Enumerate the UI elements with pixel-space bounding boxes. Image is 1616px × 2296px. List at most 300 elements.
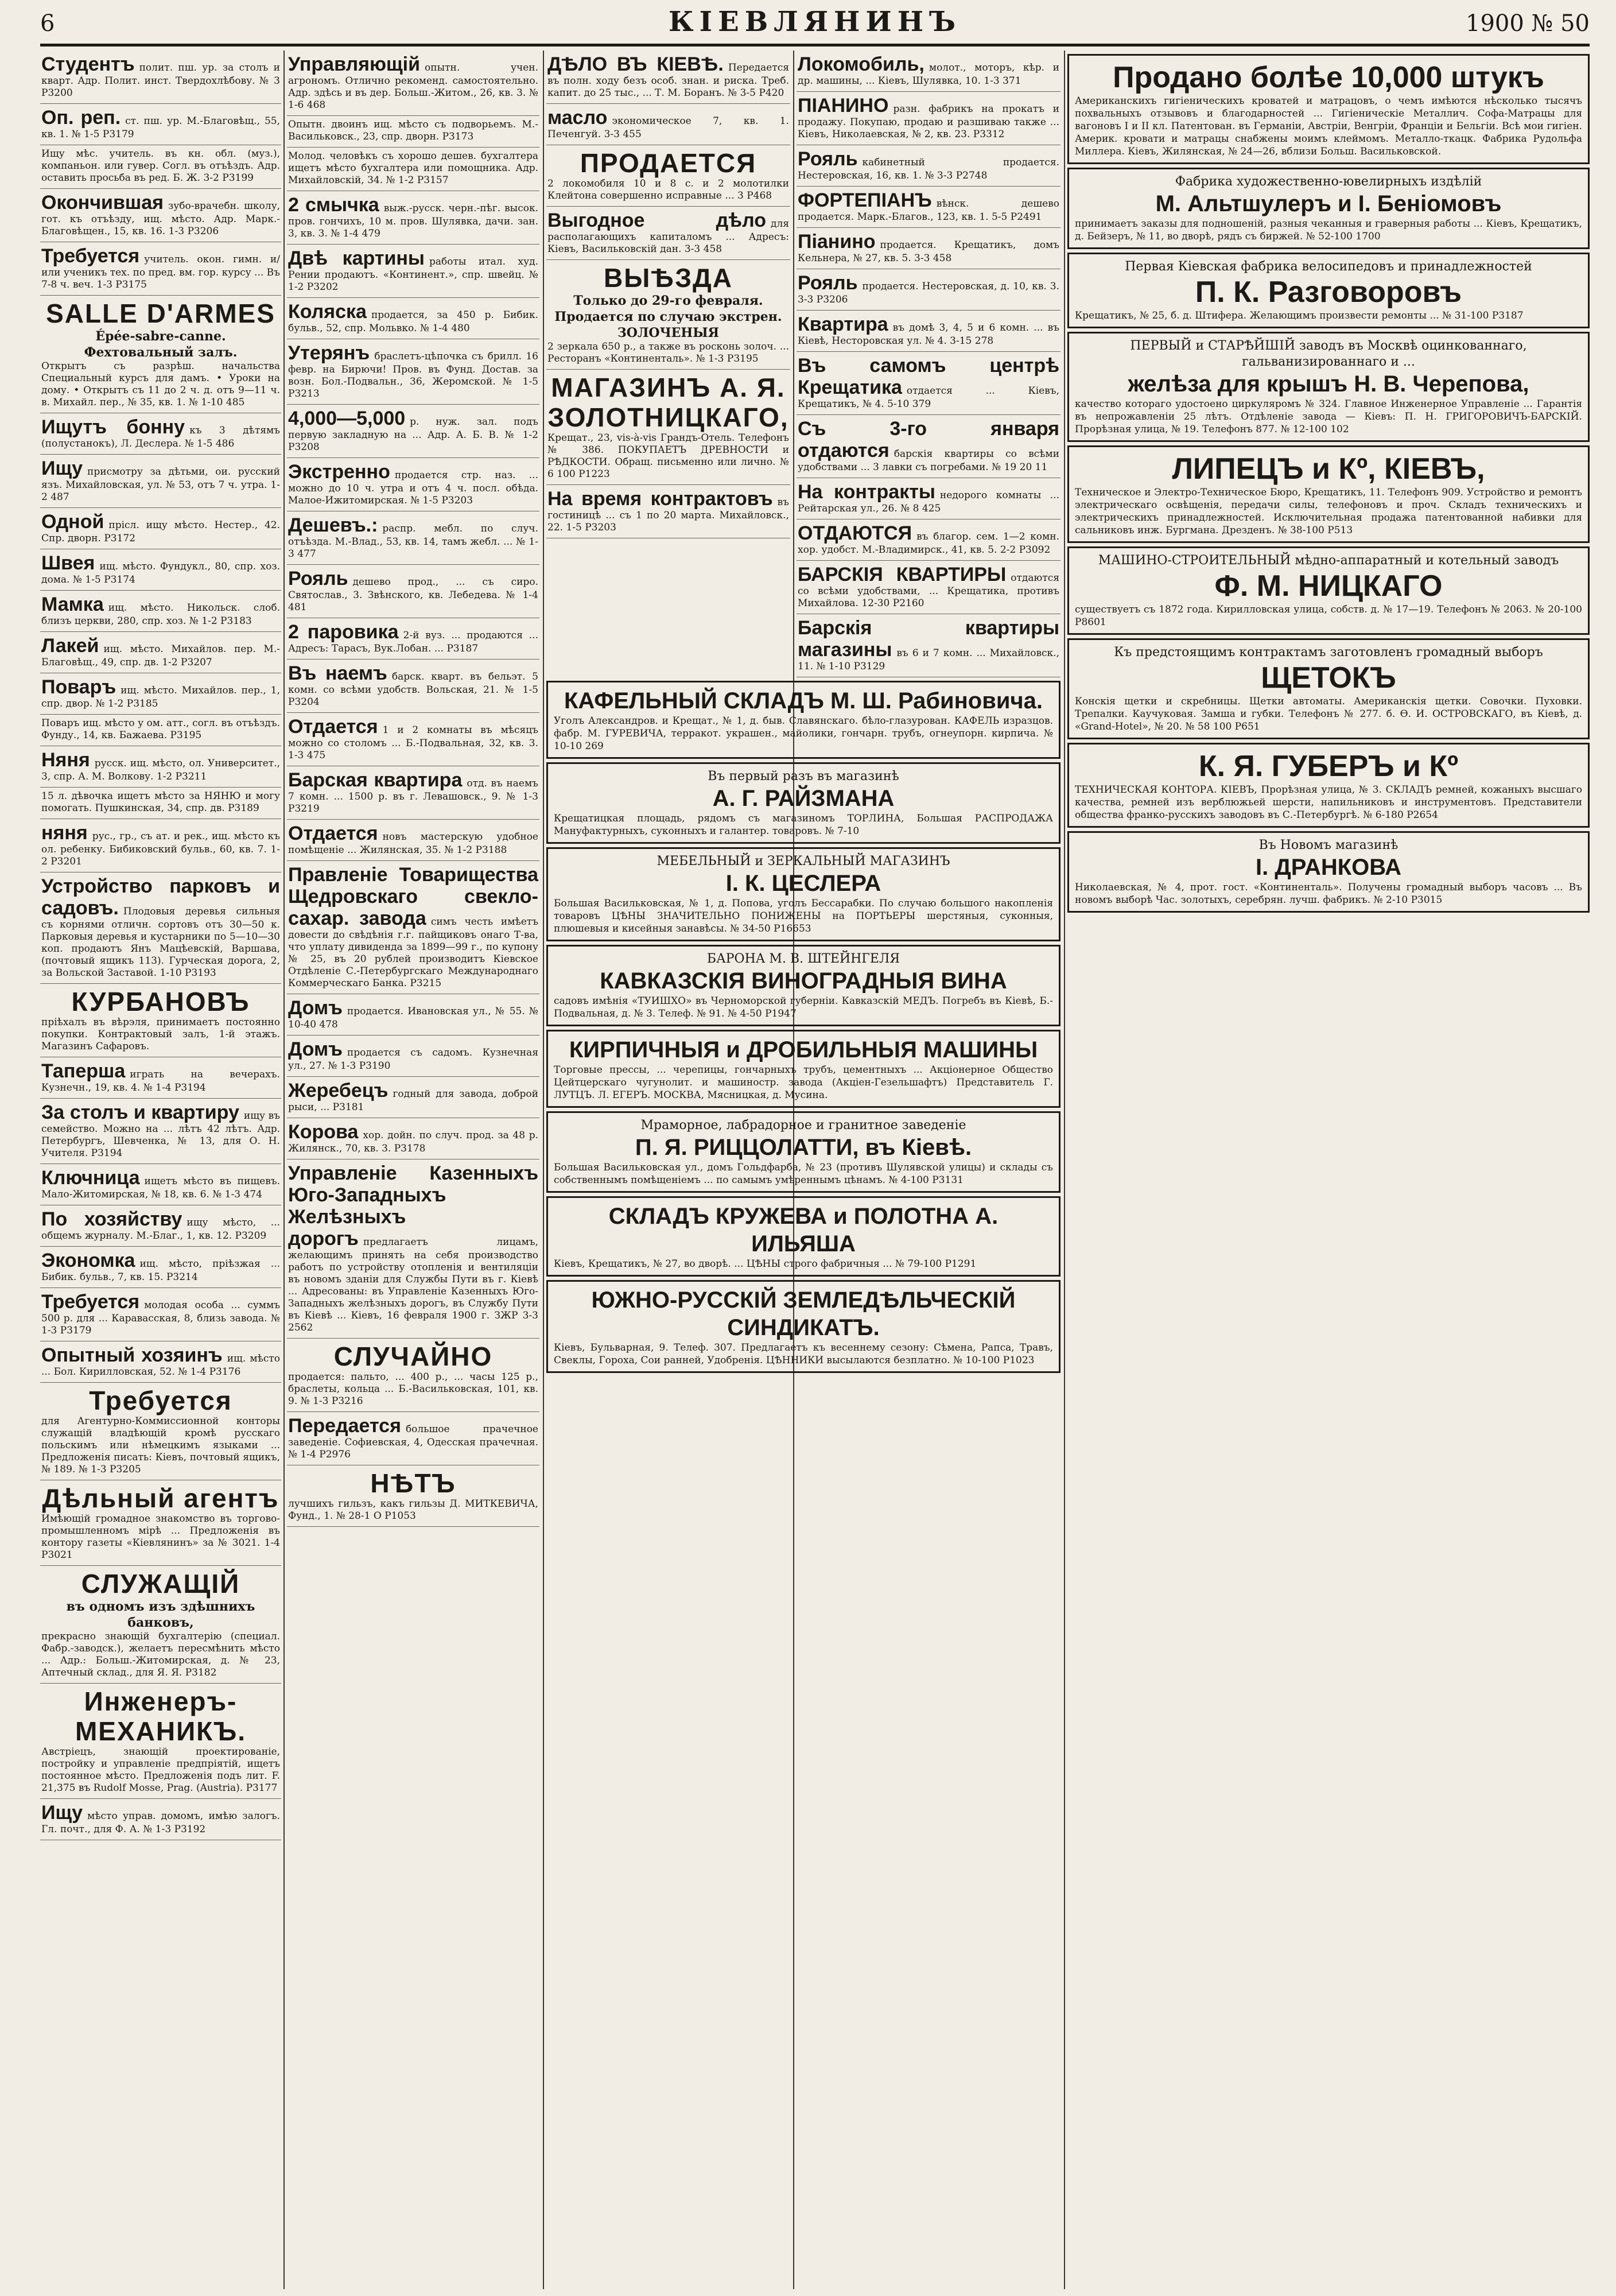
ad-pretitle: ПЕРВЫЙ и СТАРѢЙШІЙ заводъ въ Москвѣ оцинкованнаго, гальванизированнаго и ... (1130, 339, 1527, 369)
ad-text: годный для завода, доброй рыси, ... Р3181 (288, 1088, 538, 1113)
ad-body: ТЕХНИЧЕСКАЯ КОНТОРА. КІЕВЪ, Прорѣзная улица, № 3. СКЛАДЪ ремней, кожаныхъ высшаго качества, ремней изъ верблюжьей шерсти, напильниковъ и инструментовъ. Представители общества франко-русскихъ заводовъ въ С.-Петербургѣ. № 6-180 Р2654 (1075, 784, 1582, 821)
ad-text: ищ. мѣсто. Фундукл., 80, спр. хоз. дома. № 1-5 Р3174 (41, 561, 280, 585)
ad-text: разн. фабрикъ на прокатъ и продажу. Покупаю, продаю и разшиваю также ... Кіевъ, Николаевская, № 2, кв. 23. Р3312 (798, 103, 1059, 140)
classified-ad (287, 766, 539, 820)
ad-title: КИРПИЧНЫЯ и ДРОБИЛЬНЫЯ МАШИНЫ (569, 1037, 1038, 1062)
ad-text: въ домѣ 3, 4, 5 и 6 комн. ... въ Кіевѣ, Несторовская ул. № 4. 3-15 278 (798, 322, 1059, 347)
ad-text: выж.-русск. черн.-пѣг. высок. пров. гончихъ, 10 м. пров. Шулявка, дачи. зан. 3, кв. 3. № 1-4 479 (288, 203, 538, 239)
ad-text: къ 3 дѣтямъ (полустанокъ), Л. Деслера. № 1-5 486 (41, 425, 280, 449)
ad-heading: Коляска (288, 301, 367, 323)
ad-heading: СЛУЖАЩІЙ (81, 1569, 240, 1599)
classified-ad (287, 1077, 539, 1118)
display-ad (1067, 638, 1590, 739)
ad-title: желѣза для крышъ Н. В. Черепова, (1128, 371, 1529, 397)
classified-ad (40, 984, 281, 1057)
ad-text: р. нуж. зал. подъ первую закладную на ... Адр. А. Б. В. № 1-2 Р3208 (288, 416, 538, 453)
ad-text: Австріецъ, знающій проектированіе, постройку и управленіе предпріятій, ищетъ постоянное мѣсто. Предложенія подъ лит. F. 21,375 въ Rudolf Mosse, Prag. (Austria). Р3177 (41, 1746, 280, 1794)
classified-ad (287, 1339, 539, 1412)
classified-ad (40, 413, 281, 455)
classified-ad (797, 614, 1060, 677)
ad-heading: БАРСКІЯ КВАРТИРЫ (798, 564, 1007, 585)
ad-text: дешево прод., ... съ сиро. Святослав., 3. Звѣнского, кв. Лебедева. № 1-4 481 (288, 576, 538, 613)
ad-heading: Экстренно (288, 461, 390, 483)
ad-text: распр. мебл. по случ. отъѣзда. М.-Влад., 53, кв. 14, тамъ жебл. ... № 1-3 477 (288, 523, 538, 560)
classified-ad (797, 51, 1060, 92)
ad-text: продается. Ивановская ул., № 55. № 10-40 478 (288, 1006, 538, 1030)
ad-pretitle: БАРОНА М. В. ШТЕЙНГЕЛЯ (706, 952, 900, 966)
ad-text: симъ честь имѣетъ довести до свѣдѣнія г.г. пайщиковъ онаго Т-ва, что уплату дивиденда за 1899—99 г., по купону № 25, въ 20 рублей производитъ Кіевское Отдѣленіе С.-Петербургскаго Международнаго Коммерческаго Банка. Р3215 (288, 916, 539, 989)
ad-text: 2 локомобиля 10 и 8 с. и 2 молотилки Клейтона совершенно исправные ... 3 Р468 (547, 178, 789, 201)
classified-ad (40, 296, 281, 413)
ad-heading: Окончившая (41, 192, 164, 214)
ad-body: Кіевъ, Крещатикъ, № 27, во дворѣ. ... ЦѢНЫ строго фабричныя ... № 79-100 Р1291 (554, 1258, 977, 1270)
classified-ad (40, 1205, 281, 1247)
ad-title: Ф. М. НИЦКАГО (1214, 569, 1443, 603)
ad-heading: Требуется (89, 1386, 232, 1415)
ad-body: принимаетъ заказы для подношеній, разныя чеканныя и граверныя работы ... Кіевъ, Крещатикъ, д. Бейзеръ, № 11, во дворѣ, рядъ съ биржей. № 52-100 1700 (1075, 218, 1582, 242)
classified-ad (40, 746, 281, 788)
page-header (40, 6, 1590, 41)
ad-title: КАФЕЛЬНЫЙ СКЛАДЪ М. Ш. Рабиновича. (564, 688, 1043, 713)
column-divider (543, 51, 544, 2289)
ad-text: барскія квартиры со всѣми удобствами ... 3 лавки съ погребами. № 19 20 11 (798, 448, 1059, 473)
classified-ad (287, 713, 539, 766)
ad-text: въ 6 и 7 комн. ... Михайловск., 11. № 1-10 Р3129 (798, 647, 1059, 672)
ad-pretitle: МЕБЕЛЬНЫЙ и ЗЕРКАЛЬНЫЙ МАГАЗИНЪ (656, 854, 950, 868)
ad-text: рус., гр., съ ат. и рек., ищ. мѣсто къ ол. ребенку. Бибиковский бульв., 60, кв. 7. 1-2 Р3201 (41, 831, 280, 867)
ad-title: ЮЖНО-РУССКІЙ ЗЕМЛЕДѢЛЬЧЕСКІЙ СИНДИКАТЪ. (591, 1287, 1016, 1340)
classified-ad (797, 187, 1060, 228)
ad-heading: Корова (288, 1121, 359, 1143)
classified-ad (287, 861, 539, 994)
ad-heading: Экономка (41, 1250, 135, 1271)
classified-ad (40, 1383, 281, 1480)
classified-ad (287, 339, 539, 405)
ad-text: полит. пш. ур. за столъ и кварт. Адр. Полит. инст. Твердохлѣбову. № 3 Р3200 (41, 62, 280, 99)
ad-heading: Жеребецъ (288, 1080, 389, 1102)
ad-heading: На время контрактовъ (547, 488, 773, 510)
ad-pretitle: МАШИНО-СТРОИТЕЛЬНЫЙ мѣдно-аппаратный и котельный заводъ (1098, 553, 1559, 568)
ad-heading: Въ самомъ центрѣ Крещатика (798, 355, 1059, 398)
classified-ad (797, 228, 1060, 269)
ad-heading: Опытный хозяинъ (41, 1344, 223, 1366)
ad-text: русск. ищ. мѣсто, ол. Университет., 3, спр. А. М. Волкову. 1-2 Р3211 (41, 758, 280, 782)
ad-heading: 2 смычка (288, 194, 379, 216)
display-ad (1067, 332, 1590, 442)
classified-ad (797, 478, 1060, 519)
ad-text: въ гостиницѣ ... съ 1 по 20 марта. Михайловск., 22. 1-5 Р3203 (547, 497, 789, 533)
classified-ad (797, 269, 1060, 311)
ad-heading: Барскія квартиры магазины (798, 617, 1059, 661)
classified-ad (546, 485, 790, 538)
ad-text: 1 и 2 комнаты въ мѣсяцъ можно со столомъ ... Б.-Подвальная, 32, кв. 3. 1-3 475 (288, 724, 538, 761)
ad-heading: Инженеръ-МЕХАНИКЪ. (75, 1686, 247, 1746)
ad-heading: ОТДАЮТСЯ (798, 522, 912, 544)
classified-ad (546, 104, 790, 145)
ad-heading: Таперша (41, 1060, 126, 1082)
classified-ad (40, 1684, 281, 1799)
ad-text: 2 зеркала 650 р., а также въ росконь золоч. ... Ресторанъ «Континенталь». № 1-3 Р3195 (547, 341, 789, 364)
classified-ad (287, 1035, 539, 1077)
ad-heading: НѢТЪ (370, 1468, 456, 1498)
ad-text: Плодовыя деревья сильныя съ корнями отличн. сортовъ отъ 30—50 к. Парковыя деревья и кустарники по 5—10—30 коп. продаютъ Янъ Мацѣевскій, Варшава, (почтовый ящикъ 113). Гурческая дорога, 2, за Вольской Заставой. 1-10 Р3193 (41, 906, 280, 979)
ad-body: Крещатикъ, № 25, б. д. Штифера. Желающимъ произвести ремонты ... № 31-100 Р3187 (1075, 310, 1524, 321)
ad-text: учитель. окон. гимн. и/или ученикъ тех. по пред. вм. гор. курсу ... Въ 7-8 ч. веч. 1-3 Р3175 (41, 254, 280, 290)
ad-heading: За столъ и квартиру (41, 1102, 239, 1123)
display-ad (1067, 253, 1590, 328)
ad-heading: Домъ (288, 997, 343, 1019)
classified-ad (40, 1247, 281, 1288)
classified-ad (287, 1465, 539, 1527)
classified-ad (40, 1341, 281, 1383)
classified-ad (40, 591, 281, 632)
classified-ad (40, 1480, 281, 1566)
ad-heading: Правленіе Товарищества Щедровскаго свекло-сахар. завода (288, 864, 538, 929)
ad-heading: Швея (41, 552, 95, 574)
classified-ad (287, 1118, 539, 1159)
issue-number: 1900 № 50 (1466, 10, 1590, 37)
classified-ad (546, 370, 790, 485)
ad-body: Конскія щетки и скребницы. Щетки автоматы. Американскія щетки. Совочки. Пуховки. Трепалки. Каучуковая. Замша и губки. Телефонъ № 277. б. Ѳ. И. ОСТРОВСКАГО, въ Кіевѣ, д. «Grand-Hotel», № 20. № 58 100 Р651 (1075, 696, 1582, 732)
ad-pretitle: Первая Кіевская фабрика велосипедовъ и принадлежностей (1125, 259, 1532, 274)
ad-text: мѣсто управ. домомъ, имѣю залогъ. Гл. почт., для Ф. А. № 1-3 Р3192 (41, 1810, 280, 1835)
ad-text: присмотру за дѣтьми, ои. русский язъ. Михайловская, ул. № 53, отъ 7 ч. утра. 1-2 487 (41, 466, 280, 503)
ad-heading: SALLE D'ARMES (46, 298, 275, 328)
ad-heading: Барская квартира (288, 769, 463, 791)
classified-ad (40, 819, 281, 872)
classified-ad (287, 191, 539, 245)
ad-text: ищу мѣсто, ... общемъ журналу. М.-Благ., 1, кв. 12. Р3209 (41, 1217, 280, 1242)
ad-heading: Одной (41, 511, 104, 533)
ad-heading: СЛУЧАЙНО (333, 1341, 493, 1371)
ad-text: барск. кварт. въ бельэт. 5 комн. со всѣми удобств. Вольская, 21. № 1-5 Р3204 (288, 671, 538, 708)
classified-ad (797, 352, 1060, 415)
classified-ad (40, 1288, 281, 1341)
classified-ad (797, 145, 1060, 187)
ad-heading: ПРОДАЕТСЯ (580, 148, 757, 178)
display-ad (1067, 168, 1590, 249)
masthead-title: КІЕВЛЯНИНЪ (668, 6, 961, 38)
classified-ad (40, 1057, 281, 1099)
ad-text: браслетъ-цѣпочка съ брилл. 16 февр. на Бирючи! Пров. въ Фунд. Достав. за возн. Бол.-Подвальн., 36, Жеромской. № 1-5 Р3213 (288, 351, 538, 400)
ad-heading: Дѣльный агентъ (42, 1483, 279, 1513)
ad-text: ищетъ мѣсто въ пищевъ. Мало-Житомирская, № 18, кв. 6. № 1-3 474 (41, 1176, 280, 1200)
ad-heading: Въ наемъ (288, 662, 387, 684)
display-ad (546, 1196, 1060, 1277)
ad-heading: Управляющій (288, 53, 421, 75)
column-divider (283, 51, 285, 2289)
ad-heading: Локомобиль, (798, 53, 924, 75)
ad-text: Поваръ ищ. мѣсто у ом. атт., согл. въ отъѣздъ. Фунду., 14, кв. Бажаева. Р3195 (41, 718, 280, 741)
classified-ad (287, 51, 539, 116)
ad-heading: Ключница (41, 1167, 140, 1189)
ad-body: Крещатицкая площадь, рядомъ съ магазиномъ ТОРЛИНА, Большая РАСПРОДАЖА Мануфактурныхъ, суконныхъ и галантер. товаровъ. № 7-10 (554, 813, 1053, 837)
ad-text: продается: пальто, ... 400 р., ... часы 125 р., браслеты, кольца ... Б.-Васильковская, 101, кв. 9. № 1-3 Р3216 (288, 1371, 538, 1407)
classified-ad (40, 242, 281, 296)
ad-body: Техническое и Электро-Техническое Бюро, Крещатикъ, 11. Телефонъ 909. Устройство и ремонтъ электрическаго освѣщенія, передачи силы, телефоновъ и проч. Складъ техническихъ и электрическихъ принадлежностей. Исключительная продажа патентованной набивки для сальниковъ инж. Бургмана. Дрезденъ. № 38-100 Р513 (1075, 487, 1582, 536)
column-4 (797, 51, 1060, 677)
column-divider (1064, 51, 1065, 2289)
ad-text: пріѣхалъ въ вѣрэля, принимаетъ постоянно покупки. Контрактовый залъ, 1-й этажъ. Магазинъ Сафаровъ. (41, 1017, 280, 1052)
classified-ad (546, 145, 790, 207)
ad-text: отдаются со всѣми удобствами, ... Крещатика, противъ Михайлова. 12-30 Р2160 (798, 572, 1059, 609)
ad-heading: Требуется (41, 245, 140, 267)
ad-heading: Поваръ (41, 676, 116, 698)
classified-ad (40, 788, 281, 819)
display-ad (1067, 445, 1590, 543)
ad-heading: Устройство парковъ и садовъ. (41, 875, 280, 919)
classified-ad (40, 872, 281, 984)
ad-text: Крещат., 23, vis-à-vis Грандъ-Отель. Телефонъ № 386. ПОКУПАЕТЪ ДРЕВНОСТИ и РѢДКОСТИ. Обращ. письменно или лично. № 6 100 Р1223 (547, 432, 789, 480)
ad-heading: 4,000—5,000 (288, 408, 406, 429)
ad-heading: Управленіе Казенныхъ Юго-Западныхъ Желѣзныхъ дорогъ (288, 1162, 538, 1250)
ad-heading: Піанино (798, 231, 876, 253)
classified-ad (797, 561, 1060, 614)
ad-text: Открытъ съ разрѣш. начальства Специальный курсъ для дамъ. • Уроки на дому. • Открытъ съ 11 до 2 ч. д. отъ 9—11 ч. в. Михайл. пер., № 35, кв. 1. № 1-10 485 (41, 360, 280, 408)
display-ad (1067, 831, 1590, 913)
ad-text: ищ. мѣсто, пріѣзжая ... Бибик. бульв., 7, кв. 15. Р3214 (41, 1258, 280, 1283)
ad-text: 2-й вуз. ... продаются ... Адресъ: Тарасъ, Вук.Лобан. ... Р3187 (288, 630, 538, 654)
ad-body: Кіевъ, Бульварная, 9. Телеф. 307. Предлагаетъ къ весеннему сезону: Сѣмена, Рапса, Травъ, Свеклы, Гороха, Сои ранней, Удобренія. ЦѢННИКИ высылаются безплатно. № 10-100 Р1023 (554, 1342, 1053, 1366)
classified-ad (546, 207, 790, 260)
classified-ad (546, 260, 790, 370)
ad-title: К. Я. ГУБЕРЪ и Кº (1198, 750, 1459, 783)
column-1 (40, 51, 281, 2289)
ad-body: Уголъ Александров. и Крещат., № 1, д. быв. Славянскаго. бѣло-глазурован. КАФЕЛЬ изразцов. фабр. М. ГУРЕВИЧА, терракот. украшен., майолики, гончарн. трубъ, огнеупорн. кирпича. № 10-10 269 (554, 715, 1053, 752)
ad-body: существуетъ съ 1872 года. Кирилловская улица, собств. д. № 17—19. Телефонъ № 2063. № 20-100 Р8601 (1075, 604, 1582, 628)
ad-pretitle: Фабрика художественно-ювелирныхъ издѣлій (1175, 174, 1482, 189)
classified-ad (40, 1099, 281, 1164)
display-ad (546, 945, 1060, 1026)
ad-heading: Студентъ (41, 53, 135, 75)
classified-ad (287, 298, 539, 339)
ad-heading: На контракты (798, 481, 935, 503)
ad-title: КАВКАЗСКІЯ ВИНОГРАДНЫЯ ВИНА (600, 968, 1007, 994)
ad-subheading: въ одномъ изъ здѣшнихъ банковъ, (66, 1599, 255, 1630)
ad-heading: Лакей (41, 635, 99, 657)
ad-heading: Няня (41, 749, 90, 771)
ad-heading: Отдается (288, 716, 378, 738)
ad-heading: Ищу (41, 1802, 83, 1824)
column-3 (546, 51, 790, 677)
display-ad (1067, 546, 1590, 635)
column-5 (1067, 51, 1590, 2289)
classified-ad (287, 820, 539, 861)
ad-heading: Мамка (41, 594, 104, 615)
ad-pretitle: Въ Новомъ магазинѣ (1258, 838, 1399, 852)
header-rule (40, 44, 1590, 46)
classified-ad (287, 116, 539, 148)
ad-heading: Рояль (288, 568, 348, 589)
ad-text: продается стр. наз. ... можно до 10 ч. утра и отъ 4 ч. посл. обѣда. Малое-Ижитомирская. № 1-5 Р3203 (288, 470, 538, 506)
ad-text: вѣнск. дешево продается. Марк.-Благов., 123, кв. 1. 5-5 Р2491 (798, 198, 1059, 223)
ad-text: продается, за 450 р. Бибик. бульв., 52, спр. Мольвко. № 1-4 480 (288, 309, 538, 334)
classified-ad (287, 660, 539, 713)
classified-ad (287, 565, 539, 618)
ad-text: Ищу мѣс. учитель. въ кн. обл. (муз.), компаньон. или гувер. Согл. въ отъѣздъ. Адр. оставить просьба въ ред. Б. Ж. 3-2 Р3199 (41, 148, 280, 184)
ad-text: прекрасно знающій бухгалтерію (специал. Фабр.-заводск.), желаетъ пересмѣнить мѣсто ... Адр.: Больш.-Житомирская, д. № 23, Аптечный склад., для Я. Я. Р3182 (41, 1631, 280, 1678)
ad-text: Опытн. двоинъ ищ. мѣсто съ подворьемъ. М.-Васильковск., 23, спр. дворн. Р3173 (288, 119, 538, 142)
classified-ad (40, 145, 281, 189)
ad-title: СКЛАДЪ КРУЖЕВА и ПОЛОТНА А. ИЛЬЯША (608, 1204, 999, 1256)
ad-heading: МАГАЗИНЪ А. Я. ЗОЛОТНИЦКАГО, (547, 373, 789, 432)
classified-ad (40, 1566, 281, 1684)
classified-ad (287, 994, 539, 1035)
ad-text: отд. въ наемъ 7 комн. ... 1500 р. въ г. Левашовск., 9. № 1-3 Р3219 (288, 778, 538, 815)
ad-text: продается. Нестеровская, д. 10, кв. 3. 3-3 Р3206 (798, 281, 1059, 305)
classified-ad (40, 673, 281, 715)
classified-ad (797, 415, 1060, 478)
classified-ad (40, 189, 281, 242)
ad-text: играть на вечерахъ. Кузнечн., 19, кв. 4. № 1-4 Р3194 (41, 1069, 280, 1093)
ad-body: качество котораго удостоено циркуляромъ № 324. Главное Инженерное Управленіе ... Гарантія въ непрожавленіи 25 лѣтъ. Отдѣленіе завода — Кіевъ: П. Н. ГРИГОРОВИЧЪ-БАРСКІЙ. Прорѣзная улица, № 19. Телефонъ 877. № 12-100 102 (1075, 398, 1582, 435)
ad-text: ищу въ семейство. Можно на ... лѣтъ 42 лѣтъ. Адр. Петербургъ, Шевченка, № 13, для О. Н. Учителя. Р3194 (41, 1110, 280, 1159)
ad-heading: Отдается (288, 823, 378, 844)
ad-title: А. Г. РАЙЗМАНА (712, 786, 895, 811)
ad-pretitle: Къ предстоящимъ контрактамъ заготовленъ громадный выборъ (1114, 645, 1543, 660)
ad-text: большое прачечное заведеніе. Софиевская, 4, Одесская прачечная. № 1-4 Р2976 (288, 1424, 538, 1460)
ad-heading: Утерянъ (288, 342, 370, 364)
display-ad (546, 1030, 1060, 1108)
ad-heading: Двѣ картины (288, 247, 425, 269)
ad-title: ЛИПЕЦЪ и Кº, КІЕВЪ, (1172, 452, 1485, 486)
ad-heading: Домъ (288, 1038, 343, 1060)
ad-heading: Требуется (41, 1291, 140, 1313)
ad-text: Передается въ полн. ходу безъ особ. знан. и риска. Треб. капит. до 25 тыс., ... Т. М. Боранъ. № 3-5 Р420 (547, 62, 789, 99)
ad-pretitle: Мраморное, лабрадорное и гранитное заведеніе (640, 1118, 966, 1133)
ad-heading: Передается (288, 1415, 401, 1437)
ad-text: Молод. человѣкъ съ хорошо дешев. бухгалтера ищетъ мѣсто бухгалтера или помощника. Адр. Михайловскій, 34. № 1-2 Р3157 (288, 150, 538, 186)
classified-ad (40, 549, 281, 591)
ad-text: продается. Крещатикъ, домъ Кельнера, № 27, кв. 5. 3-3 458 (798, 239, 1059, 264)
ad-title: М. Альтшулеръ и І. Беніомовъ (1155, 191, 1502, 216)
ad-title: П. К. Разговоровъ (1195, 276, 1462, 309)
ad-heading: Ищутъ бонну (41, 416, 185, 438)
classified-ad (287, 1159, 539, 1339)
ad-text: ст. пш. ур. М.-Благовѣщ., 55, кв. 1. № 1-5 Р3179 (41, 115, 280, 140)
ad-heading: масло (547, 107, 608, 129)
wide-ads-block (546, 681, 1060, 1373)
ad-text: Имѣющій громадное знакомство въ торгово-промышленномъ мірѣ ... Предложенія въ контору газеты «Кіевлянинъ» за № 3021. 1-4 Р3021 (41, 1513, 280, 1561)
columns-3-4 (546, 51, 1060, 2289)
ad-text: работы итал. худ. Рении продаютъ. «Континент.», спр. швейц. № 1-2 Р3202 (288, 256, 538, 293)
classified-ad (797, 311, 1060, 352)
ad-text: ищ. мѣсто ... Бол. Кирилловская, 52. № 1-4 Р3176 (41, 1353, 281, 1378)
classified-ad (546, 51, 790, 104)
classified-ad (40, 632, 281, 673)
ad-body: Большая Васильковская, № 1, д. Попова, уголъ Бессарабки. По случаю большого накопленія товаровъ ЦѢНЫ ЗНАЧИТЕЛЬНО ПОНИЖЕНЫ на ПОРТЬЕРЫ шерстяныя, суконныя, плюшевыя и кисейныя занавѣсы. № 34-50 Р16653 (554, 898, 1053, 934)
display-ad (546, 847, 1060, 941)
display-ad (546, 681, 1060, 759)
ad-text: продается съ садомъ. Кузнечная ул., 27. № 1-3 Р3190 (288, 1047, 538, 1072)
ad-heading: Дешевъ.: (288, 514, 378, 536)
ad-text: для располагающихъ капиталомъ ... Адресъ: Кіевъ, Васильковскій дан. 3-3 458 (547, 218, 789, 255)
ad-body: Николаевская, № 4, прот. гост. «Континенталь». Получены громадный выборъ часовъ ... Въ новомъ выборѣ Час. золотыхъ, серебрян. лучш. фабрикъ. № 2-10 Р3015 (1075, 882, 1582, 906)
classified-ad (287, 511, 539, 565)
ad-body: садовъ имѣнія «ТУИШХО» въ Черноморской губерніи. Кавказскій МЕДЪ. Погребъ въ Кіевѣ, Б.-Подвальная, д. № 3. Телеф. № 91. № 4-50 Р1947 (554, 995, 1053, 1019)
ad-title: Продано болѣе 10,000 штукъ (1113, 61, 1544, 94)
ad-heading: Рояль (798, 148, 858, 170)
ad-text: хор. дойн. по случ. прод. за 48 р. Жилянск., 70, кв. 3. Р3178 (288, 1130, 538, 1154)
ad-text: лучшихъ гильзъ, какъ гильзы Д. МИТКЕВИЧА, Фунд., 1. № 28-1 О Р1053 (288, 1498, 538, 1522)
classified-ad (287, 405, 539, 458)
classified-ad (40, 715, 281, 746)
ad-text: экономическое 7, кв. 1. Печенгуй. 3-3 455 (547, 115, 789, 140)
classified-ad (287, 458, 539, 511)
ad-heading: Съ 3-го января отдаются (798, 418, 1059, 461)
classified-ad (40, 455, 281, 508)
classified-ad (287, 618, 539, 660)
ad-text: молодая особа ... суммъ 500 р. для ... Каравасская, 8, близь завода. № 1-3 Р3179 (41, 1300, 280, 1336)
ad-body: Большая Васильковская ул., домъ Гольдфарба, № 23 (противъ Шулявской улицы) и склады съ собственнымъ помѣщеніемъ ... по самымъ умѣреннымъ цѣнамъ. № 4-100 Р3131 (554, 1162, 1053, 1186)
ad-heading: ФОРТЕПІАНЪ (798, 189, 932, 211)
ad-text: предлагаетъ лицамъ, желающимъ принять на себя производство работъ по устройству отопленія и вентиляціи въ новомъ зданіи для Службы Пути въ г. Кіевѣ ... Адресованы: въ Управленіе Казенныхъ Юго-Западныхъ желѣзныхъ дорогъ, въ Службу Пути въ Кіевѣ ... Кіевъ, 16 февраля 1900 г. ЗЖР 3-3 2562 (288, 1236, 538, 1333)
classified-ad (40, 104, 281, 145)
ad-text: въ благор. сем. 1—2 комн. хор. удобст. М.-Владимирск., 41, кв. 5. 2-2 Р3092 (798, 531, 1059, 556)
ad-heading: По хозяйству (41, 1208, 182, 1230)
ad-text: 15 л. дѣвочка ищетъ мѣсто за НЯНЮ и могу помогать. Пушкинская, 34, спр. дв. Р3189 (41, 790, 280, 814)
ad-title: І. ДРАНКОВА (1255, 855, 1402, 880)
ad-text: ищ. мѣсто. Михайлов. пер., 1, спр. двор. № 1-2 Р3185 (41, 685, 280, 709)
ad-text: кабинетный продается. Нестеровская, 16, кв. 1. № 3-3 Р2748 (798, 157, 1059, 181)
ad-text: прісл. ищу мѣсто. Нестер., 42. Спр. дворн. Р3172 (41, 519, 280, 544)
classified-ad (40, 51, 281, 104)
display-ad (546, 1111, 1060, 1193)
display-ad (1067, 54, 1590, 164)
ad-text: зубо-врачебн. школу, гот. къ отъѣзду, ищ. мѣсто. Адр. Марк.-Благовѣщен., 15, кв. 16. 1-3 Р3206 (41, 200, 280, 237)
ad-text: новъ мастерскую удобное помѣщеніе ... Жилянская, 35. № 1-2 Р3188 (288, 831, 538, 856)
ad-heading: няня (41, 822, 88, 844)
ad-subheading: Épée-sabre-canne. Фехтовальный залъ. (84, 329, 238, 360)
page-number: 6 (40, 10, 55, 37)
classified-ad (40, 508, 281, 549)
ad-subheading: Только до 29-го февраля. Продается по случаю экстрен. ЗОЛОЧЕНЫЯ (554, 293, 782, 340)
classified-ad (797, 519, 1060, 561)
ad-text: недорого комнаты ... Рейтарская ул., 26. № 8 425 (798, 490, 1059, 514)
ad-title: П. Я. РИЦЦОЛАТТИ, въ Кіевѣ. (635, 1135, 972, 1160)
classified-ad (40, 1799, 281, 1840)
classified-ad (40, 1164, 281, 1205)
ad-title: І. К. ЦЕСЛЕРА (725, 871, 881, 896)
ad-text: ищ. мѣсто. Никольск. слоб. близъ церкви, 280, спр. хоз. № 1-2 Р3183 (41, 602, 280, 627)
ad-text: ищ. мѣсто. Михайлов. пер. М.-Благовѣщ., 49, спр. дв. 1-2 Р3207 (41, 643, 280, 668)
ad-heading: Ищу (41, 457, 83, 479)
ad-heading: ДѢЛО ВЪ КІЕВѢ. (547, 53, 724, 75)
display-ad (546, 762, 1060, 844)
classified-ad (287, 245, 539, 298)
ad-body: Американскихъ гигіеническихъ кроватей и матрацовъ, о чемъ имѣются нѣсколько тысячъ похвальныхъ отзывовъ и благодарностей ... Гигіеническіе Металлич. Софа-Матрацы для вагоновъ I и II кл. Патентован. въ Германіи, Австріи, Венгріи, Франціи и Бельгіи. Всѣ мои гигіен. Америк. кровати и матрацы снабжены моимъ клеймомъ. Металло-ткацк. Фабрика Рудольфа Миллера. Кіевъ, Жилянская, № 24—26, вблизи Больш. Васильковской. (1075, 95, 1582, 157)
ad-heading: ВЫѢЗДА (603, 263, 733, 293)
classified-ad (287, 1412, 539, 1465)
display-ad (546, 1280, 1060, 1373)
classified-ad (287, 148, 539, 191)
ad-heading: КУРБАНОВЪ (71, 987, 250, 1017)
column-2 (287, 51, 539, 2289)
classified-ad (797, 92, 1060, 145)
ad-heading: ПІАНИНО (798, 95, 889, 117)
ad-body: Торговые прессы, ... черепицы, гончарныхъ трубъ, цементныхъ ... Акціонерное Общество Цейтцерскаго чугунолит. и машиностр. завода (Акціен-Гезельшафтъ) Представитель Г. ЛУТЦЪ. Л. ЕГЕРЪ. МОСКВА, Мясницкая, д. Мусина. (554, 1064, 1053, 1101)
ad-pretitle: Въ первый разъ въ магазинѣ (708, 769, 899, 784)
ad-text: молот., моторъ, кѣр. и др. машины, ... Кіевъ, Шулявка, 10. 1-3 371 (798, 62, 1059, 87)
display-ad (1067, 743, 1590, 828)
ad-heading: Оп. реп. (41, 107, 121, 129)
ad-heading: Рояль (798, 272, 858, 294)
ad-heading: Выгодное дѣло (547, 210, 766, 231)
ad-heading: 2 паровика (288, 621, 399, 643)
ad-text: отдается ... Кіевъ, Крещатикъ, № 4. 5-10 379 (798, 385, 1059, 410)
ad-title: ЩЕТОКЪ (1261, 661, 1396, 695)
ad-heading: Квартира (798, 313, 888, 335)
